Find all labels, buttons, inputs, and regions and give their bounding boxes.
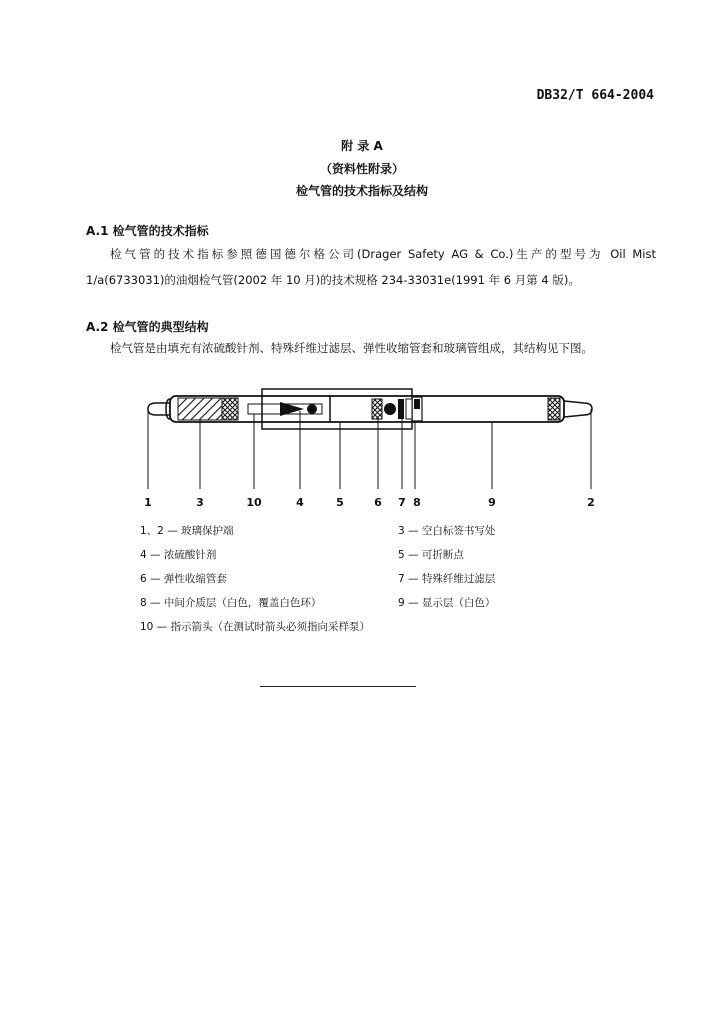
fiber-filter [398,399,404,419]
legend-right-1: 3 — 空白标签书写处 [398,525,496,537]
appendix-title: 检气管的技术指标及结构 [295,184,428,198]
legend-right-4: 9 — 显示层（白色） [398,597,496,609]
legend-right-3: 7 — 特殊纤维过滤层 [398,573,496,585]
legend-left-4: 8 — 中间介质层（白色，覆盖白色环） [140,597,322,609]
intermediate-layer [406,399,412,419]
section-a2-line1: 检气管是由填充有浓硫酸针剂、特殊纤维过滤层、弹性收缩管套和玻璃管组成，其结构见下图。 [110,341,593,355]
figure-label-9: 9 [488,496,496,509]
detector-tube-figure [140,385,610,515]
end-rule [260,686,416,687]
section-a2-heading: A.2 检气管的典型结构 [86,320,209,334]
figure-label-10: 10 [246,496,262,509]
section-a1-line1: 检气管的技术指标参照德国德尔格公司(Drager Safety AG & Co.)生产的型号为 Oil Mist [110,247,656,261]
figure-label-3: 3 [196,496,204,509]
figure-label-4: 4 [296,496,304,509]
appendix-type: （资料性附录） [319,162,404,176]
legend-left-2: 4 — 浓硫酸针剂 [140,549,217,561]
appendix-label: 附 录 A [341,139,383,153]
standard-number: DB32/T 664-2004 [536,88,654,103]
figure-label-7: 7 [398,496,406,509]
section-a1-paragraph [86,241,656,293]
legend-left-1: 1、2 — 玻璃保护端 [140,525,234,537]
legend-left-3: 6 — 弹性收缩管套 [140,573,227,585]
right-glass-tip [564,401,592,417]
figure-label-5: 5 [336,496,344,509]
blank-label-area [178,398,222,420]
figure-label-2: 2 [587,496,595,509]
legend-right-2: 5 — 可折断点 [398,549,464,561]
figure-label-8: 8 [413,496,421,509]
figure-label-1: 1 [144,496,152,509]
figure-label-6: 6 [374,496,382,509]
section-a1-line2: 1/a(6733031)的油烟检气管(2002 年 10 月)的技术规格 234-33031e(1991 年 6 月第 4 版)。 [86,273,580,287]
legend-left-5: 10 — 指示箭头（在测试时箭头必须指向采样泵） [140,621,371,633]
section-a1-heading: A.1 检气管的技术指标 [86,224,209,238]
